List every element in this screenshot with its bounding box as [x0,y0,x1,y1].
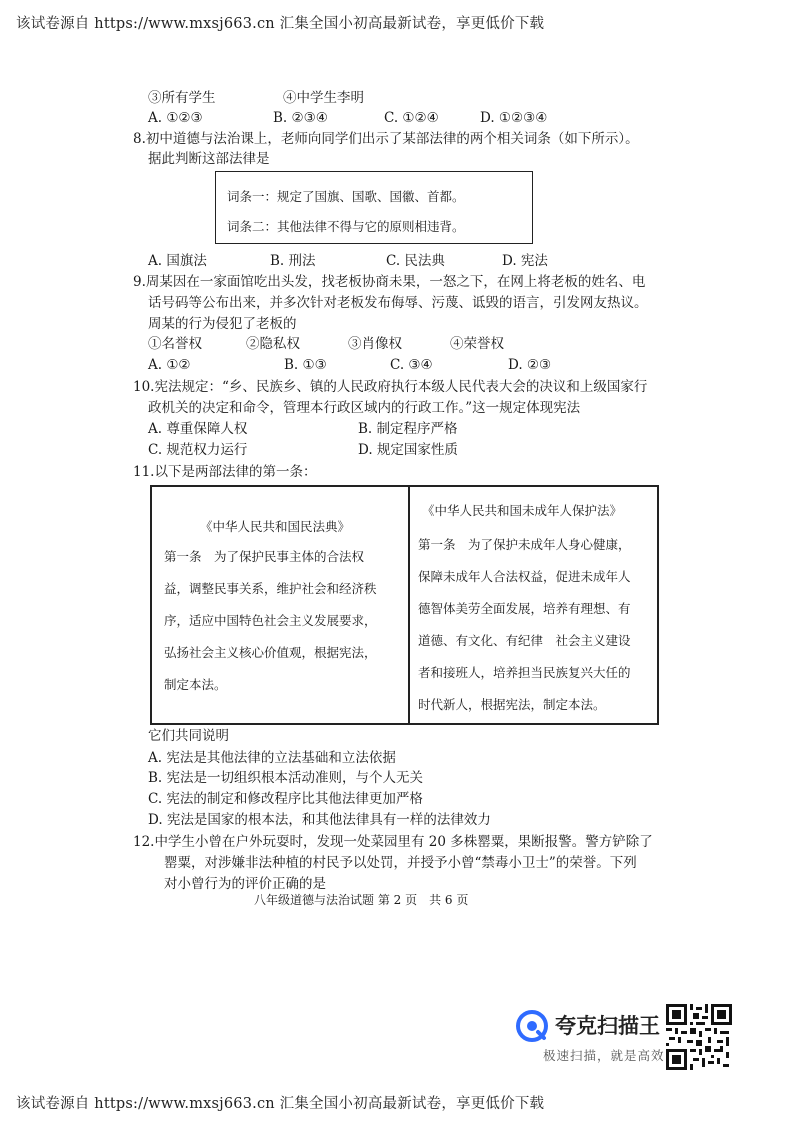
q9-item-2: ②隐私权 [246,336,300,352]
q9-stem-line3: 周某的行为侵犯了老板的 [148,316,297,332]
q9-option-a: A. ①② [148,357,191,373]
minor-law-line-6: 时代新人，根据宪法，制定本法。 [418,697,606,712]
q9-item-4: ④荣誉权 [450,336,504,352]
q8-entry-2: 词条二：其他法律不得与它的原则相违背。 [227,219,465,234]
q7-option-c: C. ①②④ [384,110,439,126]
civil-code-line-3: 序，适应中国特色社会主义发展要求， [164,613,377,628]
page-footer: 八年级道德与法治试题 第 2 页 共 6 页 [254,893,469,907]
top-banner: 该试卷源自 https://www.mxsj663.cn 汇集全国小初高最新试卷，享更低价下载 [16,16,545,32]
q7-item-4: ④中学生李明 [283,90,364,106]
q8-option-c: C. 民法典 [386,253,445,269]
q11-question: 它们共同说明 [148,728,229,744]
table-divider [408,487,410,723]
q9-option-b: B. ①③ [284,357,327,373]
q11-option-a: A. 宪法是其他法律的立法基础和立法依据 [148,750,396,766]
qr-code-icon [666,1004,732,1070]
q9-stem-line1: 9.周某因在一家面馆吃出头发，找老板协商未果，一怒之下，在网上将老板的姓名、电 [133,274,646,290]
brand-name: 夸克扫描王 [555,1014,660,1038]
q11-stem: 11.以下是两部法律的第一条： [133,464,317,480]
q9-item-3: ③肖像权 [348,336,402,352]
q7-option-a: A. ①②③ [148,110,203,126]
q11-option-c: C. 宪法的制定和修改程序比其他法律更加严格 [148,791,423,807]
q8-option-d: D. 宪法 [502,253,548,269]
q10-option-d: D. 规定国家性质 [358,442,458,458]
minor-law-line-1: 第一条 为了保护未成年人身心健康， [418,537,631,552]
minor-law-line-3: 德智体美劳全面发展，培养有理想、有 [418,601,631,616]
minor-law-line-4: 道德、有文化、有纪律 社会主义建设 [418,633,631,648]
q7-item-3: ③所有学生 [148,90,216,106]
q11-option-d: D. 宪法是国家的根本法，和其他法律具有一样的法律效力 [148,812,491,828]
q12-stem-line2: 罂粟，对涉嫌非法种植的村民予以处罚，并授予小曾“禁毒小卫士”的荣誉。下列 [164,855,637,871]
q10-option-c: C. 规范权力运行 [148,442,248,458]
brand-slogan: 极速扫描，就是高效 [543,1048,665,1063]
q7-option-d: D. ①②③④ [480,110,548,126]
civil-code-line-4: 弘扬社会主义核心价值观，根据宪法， [164,645,377,660]
q8-entries-box [215,171,533,244]
q12-stem-line3: 对小曾行为的评价正确的是 [164,876,326,892]
civil-code-line-5: 制定本法。 [164,677,227,692]
q8-option-b: B. 刑法 [270,253,316,269]
q8-stem-line1: 8.初中道德与法治课上，老师向同学们出示了某部法律的两个相关词条（如下所示）。 [133,131,639,147]
q9-option-d: D. ②③ [508,357,552,373]
bottom-banner: 该试卷源自 https://www.mxsj663.cn 汇集全国小初高最新试卷，享更低价下载 [16,1096,545,1112]
q9-option-c: C. ③④ [390,357,433,373]
q10-option-a: A. 尊重保障人权 [148,421,248,437]
civil-code-title: 《中华人民共和国民法典》 [200,519,351,534]
q8-entry-1: 词条一：规定了国旗、国歌、国徽、首都。 [227,189,465,204]
civil-code-line-1: 第一条 为了保护民事主体的合法权 [164,549,365,564]
quark-logo-icon [516,1010,548,1042]
minor-law-line-5: 者和接班人，培养担当民族复兴大任的 [418,665,631,680]
minor-law-title: 《中华人民共和国未成年人保护法》 [422,503,623,518]
q8-option-a: A. 国旗法 [148,253,207,269]
q11-option-b: B. 宪法是一切组织根本活动准则，与个人无关 [148,770,424,786]
q11-law-table [150,485,659,725]
q10-stem-line1: 10.宪法规定：“乡、民族乡、镇的人民政府执行本级人民代表大会的决议和上级国家行 [133,379,648,395]
q10-option-b: B. 制定程序严格 [358,421,458,437]
q9-stem-line2: 话号码等公布出来，并多次针对老板发布侮辱、污蔑、诋毁的语言，引发网友热议。 [148,295,648,311]
civil-code-line-2: 益，调整民事关系，维护社会和经济秩 [164,581,377,596]
q10-stem-line2: 政机关的决定和命令，管理本行政区域内的行政工作。”这一规定体现宪法 [148,400,581,416]
q9-item-1: ①名誉权 [148,336,202,352]
minor-law-line-2: 保障未成年人合法权益，促进未成年人 [418,569,631,584]
q8-stem-line2: 据此判断这部法律是 [148,151,270,167]
q12-stem-line1: 12.中学生小曾在户外玩耍时，发现一处菜园里有 20 多株罂粟，果断报警。警方铲除了 [133,834,653,850]
q7-option-b: B. ②③④ [273,110,328,126]
